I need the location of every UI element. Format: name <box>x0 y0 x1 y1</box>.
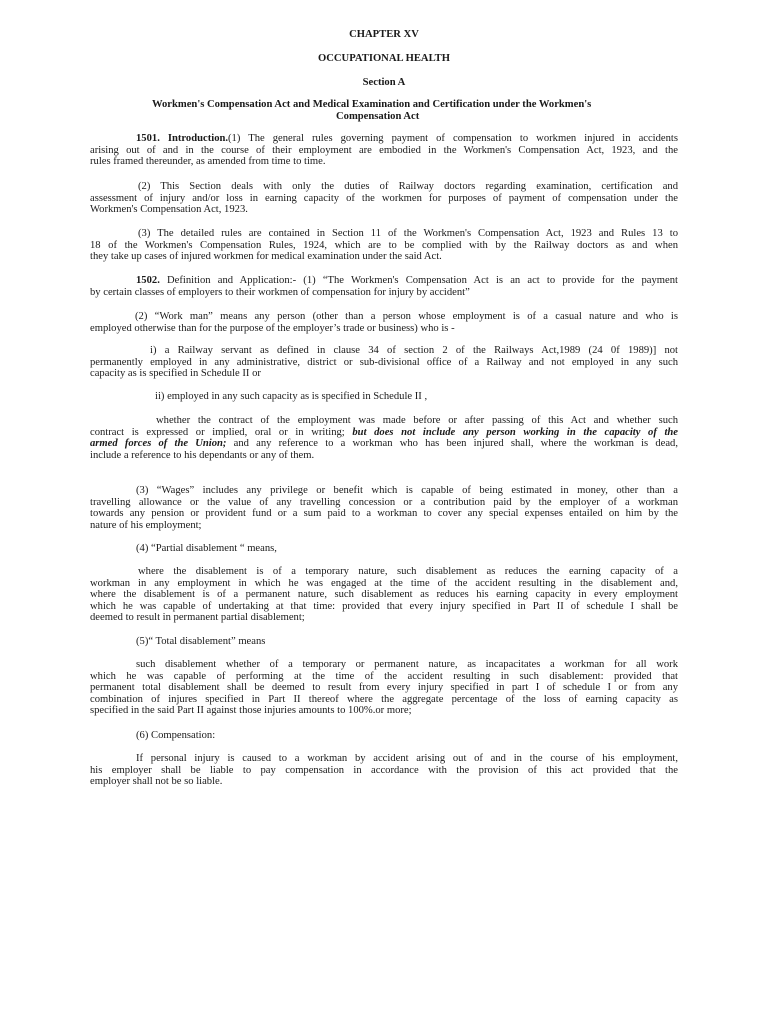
paragraph-total-disablement: such disablement whether of a temporary or permanent nature, as incapacitates a workman for all work which he was capable of performing at the time of the accident resulting in such disablement: provided that permanent total disablement shall be deemed to result from every injury specified in part I of schedule I or from any combination of injures specified in Part II thereof where the aggregate percentage of the loss of earning capacity as specified in the said Part II against those injuries amounts to 100%.or more; <box>90 659 678 717</box>
paragraph-1501: 1501. Introduction.(1) The general rules governing payment of compensation to workmen injured in accidents arising out of and in the course of their employment are embodied in the Workmen's Compensation Act, 1923, and the rules framed thereunder, as amended from time to time. <box>90 133 678 168</box>
section-subtitle-line-1: Workmen's Compensation Act and Medical Examination and Certification under the Workmen's <box>152 99 592 110</box>
paragraph-wages-definition: (3) “Wages” includes any privilege or benefit which is capable of being estimated in money, other than a travelling allowance or the value of any travelling concession or a contribution paid by the employer of a workman towards any pension or provident fund or a sum paid to a workman to cover any special expenses entailed on him by the nature of his employment; <box>90 485 678 531</box>
chapter-heading: CHAPTER XV <box>349 29 419 40</box>
paragraph-1502: 1502. Definition and Application:- (1) “The Workmen's Compensation Act is an act to provide for the payment by certain classes of employers to their workmen of compensation for injury by accident” <box>90 275 678 298</box>
paragraph-1501-2: (2) This Section deals with only the duties of Railway doctors regarding examination, certification and assessment of injury and/or loss in earning capacity of the workmen for purposes of payment of compensation under the Workmen's Compensation Act, 1923. <box>90 181 678 216</box>
paragraph-clause-ii: ii) employed in any such capacity as is specified in Schedule II , <box>155 391 428 402</box>
section-heading: Section A <box>362 77 406 88</box>
paragraph-clause-i: i) a Railway servant as defined in clause 34 of section 2 of the Railways Act,1989 (24 0f 1989)] not permanently employed in any administrative, district or sub-divisional office of a Railway and not employed in any such capacity as is specified in Schedule II or <box>90 345 678 380</box>
paragraph-number-1501: 1501. Introduction. <box>136 133 229 144</box>
section-subtitle-line-2: Compensation Act <box>336 111 420 122</box>
paragraph-partial-disablement: where the disablement is of a temporary nature, such disablement as reduces the earning capacity of a workman in any employment in which he was engaged at the time of the accident resulting in the disablement and, where the disablement is of a permanent nature, such disablement as reduces his earning capacity in every employment which he was capable of undertaking at that time: provided that every injury specified in Part II of schedule I shall be deemed to result in permanent partial disablement; <box>90 566 678 624</box>
emphasis-armed-forces: armed forces of the Union; <box>90 438 227 450</box>
paragraph-1501-3: (3) The detailed rules are contained in Section 11 of the Workmen's Compensation Act, 1923 and Rules 13 to 18 of the Workmen's Compensation Rules, 1924, which are to be complied with by the Railway doctors as and when they take up cases of injured workmen for medical examination under the said Act. <box>90 228 678 263</box>
chapter-title: OCCUPATIONAL HEALTH <box>318 53 450 64</box>
paragraph-number-1502: 1502. <box>136 275 160 286</box>
paragraph-workman-definition: (2) “Work man” means any person (other than a person whose employment is of a casual nature and who is employed otherwise than for the purpose of the employer’s trade or business) who is - <box>90 311 678 334</box>
emphasis-exclusion: but does not include any person working in the capacity of the <box>352 426 678 438</box>
paragraph-contract-clause: whether the contract of the employment was made before or after passing of this Act and whether such contract is expressed or implied, oral or in writing; but does not include any person working in the capacity of the armed forces of the Union; and any reference to a workman who has been injured shall, where the workman is dead, include a reference to his dependants or any of them. <box>90 415 678 461</box>
total-disablement-heading: (5)“ Total disablement” means <box>136 636 266 647</box>
paragraph-compensation: If personal injury is caused to a workman by accident arising out of and in the course of his employment, his employer shall be liable to pay compensation in accordance with the provision of this act provided that the employer shall not be so liable. <box>90 753 678 788</box>
compensation-heading: (6) Compensation: <box>136 730 216 741</box>
partial-disablement-heading: (4) “Partial disablement “ means, <box>136 543 277 554</box>
